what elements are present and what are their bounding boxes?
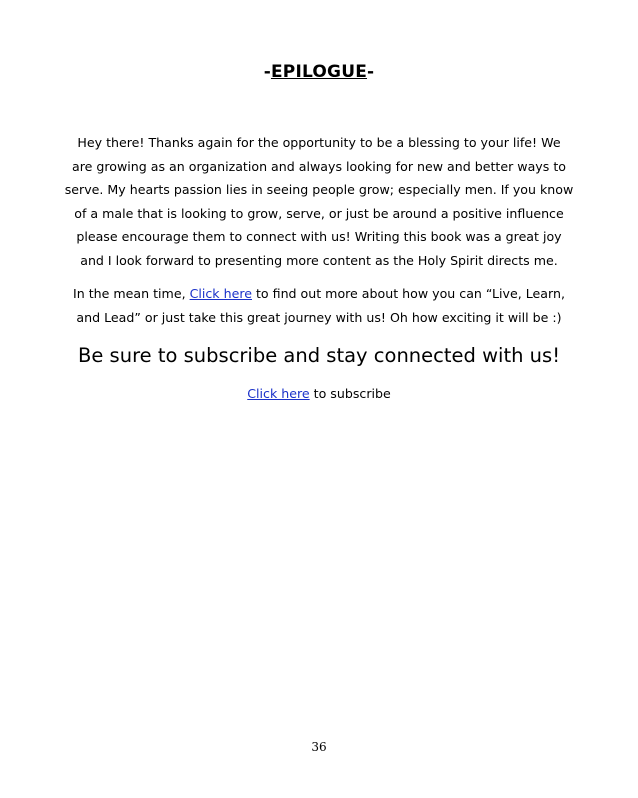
title-suffix: - — [367, 62, 375, 82]
paragraph-line: are growing as an organization and always looking for new and better ways to — [72, 158, 566, 174]
meantime-text-after: to find out more about how you can “Live, Learn, — [251, 286, 565, 301]
subscribe-link[interactable]: Click here — [247, 386, 310, 401]
page-title — [0, 62, 638, 82]
paragraph-line: of a male that is looking to grow, serve, or just be around a positive influence — [74, 205, 564, 221]
learn-more-link[interactable]: Click here — [189, 286, 252, 301]
meantime-text-before: In the mean time, — [73, 286, 190, 301]
title-prefix: - — [263, 62, 271, 82]
paragraph-line: please encourage them to connect with us! Writing this book was a great joy — [76, 229, 562, 245]
subscribe-heading: Be sure to subscribe and stay connected with us! — [77, 344, 561, 367]
subscribe-text: to subscribe — [309, 386, 391, 401]
title-word: EPILOGUE — [270, 62, 368, 82]
paragraph-line: and Lead” or just take this great journey with us! Oh how exciting it will be :) — [76, 309, 562, 325]
epilogue-paragraph — [60, 131, 578, 273]
paragraph-line: Hey there! Thanks again for the opportunity to be a blessing to your life! We — [77, 135, 561, 150]
page-number: 36 — [311, 740, 327, 754]
paragraph-line — [60, 282, 578, 306]
paragraph-line: serve. My hearts passion lies in seeing people grow; especially men. If you know — [64, 182, 574, 198]
paragraph-line: and I look forward to presenting more content as the Holy Spirit directs me. — [80, 252, 558, 268]
meantime-paragraph — [60, 282, 578, 329]
subscribe-line — [0, 384, 638, 404]
